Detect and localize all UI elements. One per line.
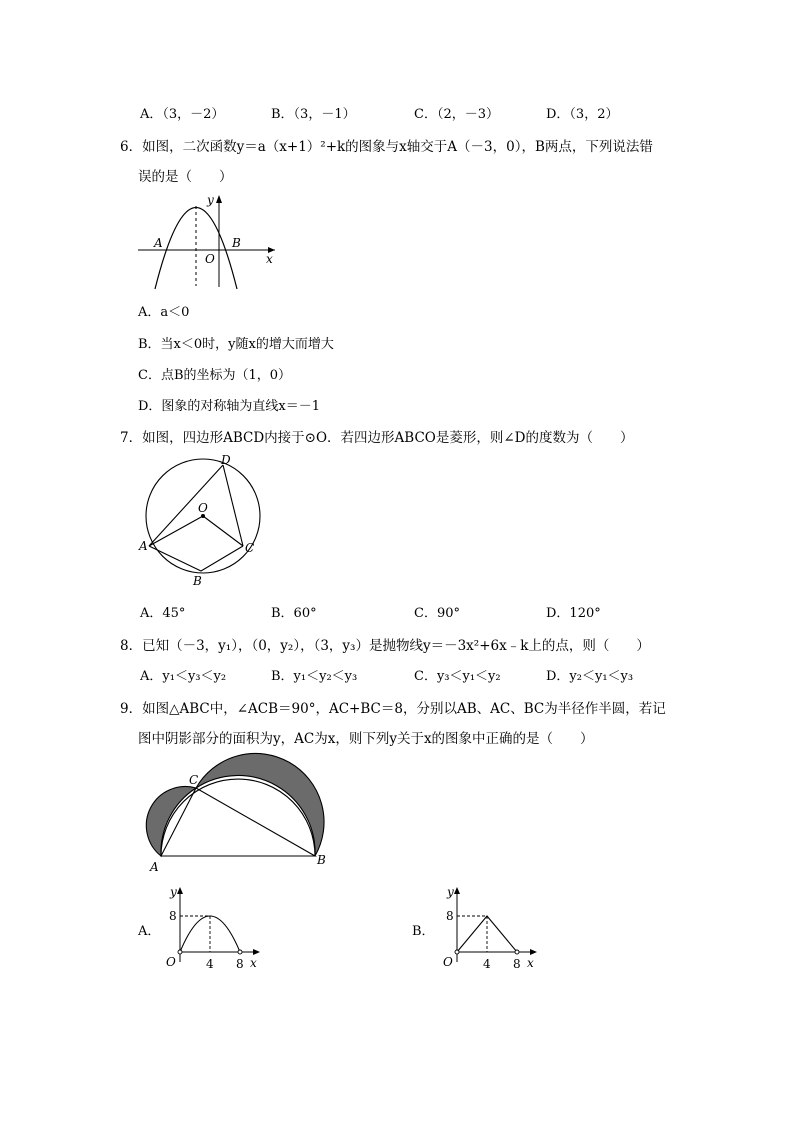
q9-label-b: B	[317, 853, 326, 867]
q7-stem: 7．如图，四边形ABCD内接于⊙O．若四边形ABCO是菱形，则∠D的度数为（ ）	[120, 430, 634, 446]
q9-graph-a-o: O	[166, 955, 176, 969]
q6-label-a: A	[154, 236, 163, 250]
q9-graph-b-o: O	[443, 955, 453, 969]
q9-graph-a-y: y	[170, 885, 177, 899]
q8-option-a: A．y₁＜y₃＜y₂	[140, 669, 227, 684]
q7-circle-figure	[135, 452, 270, 592]
q6-parabola-figure	[135, 192, 280, 292]
q9-graph-b-ytick: 8	[446, 909, 454, 923]
q9-graph-a	[160, 882, 265, 972]
q9-graph-b-xtick-8: 8	[513, 957, 521, 971]
q9-graph-a-ytick: 8	[169, 909, 177, 923]
q6-stem-line1: 6．如图，二次函数y＝a（x+1）²+k的图象与x轴交于A（－3，0），B两点，下列说法错	[120, 139, 653, 155]
q8-stem: 8．已知（－3，y₁），（0，y₂），（3，y₃）是抛物线y＝－3x²+6x﹣k上的点，则（ ）	[120, 638, 650, 654]
q9-label-c: C	[189, 773, 199, 787]
q8-option-d: D．y₂＜y₁＜y₃	[546, 669, 634, 684]
q6-option-d: D．图象的对称轴为直线x＝－1	[138, 399, 321, 414]
q6-stem-line2: 误的是（ ）	[138, 169, 233, 185]
q8-option-b: B．y₁＜y₂＜y₃	[271, 669, 358, 684]
q6-label-o: O	[205, 252, 215, 266]
q9-graph-a-xtick-8: 8	[236, 957, 244, 971]
q6-label-b: B	[232, 236, 241, 250]
q6-option-a: A．a＜0	[138, 305, 190, 320]
q9-stem-line1: 9．如图△ABC中，∠ACB＝90°，AC+BC＝8，分别以AB、AC、BC为半径作半圆，若记	[120, 701, 666, 717]
q9-graph-a-xtick-4: 4	[206, 957, 214, 971]
q7-label-b: B	[193, 574, 202, 588]
q7-option-c: C．90°	[414, 606, 460, 621]
q8-option-c: C．y₃＜y₁＜y₂	[414, 669, 501, 684]
q6-option-b: B．当x＜0时，y随x的增大而增大	[138, 337, 334, 352]
q7-label-a: A	[139, 539, 148, 553]
q9-graph-b-y: y	[447, 885, 454, 899]
q7-label-d: D	[221, 453, 231, 467]
q6-label-y: y	[207, 193, 214, 207]
q9-semicircle-figure	[135, 750, 335, 875]
q9-graph-b-x: x	[527, 956, 534, 970]
q9-graph-b-xtick-4: 4	[483, 957, 491, 971]
q7-option-b: B．60°	[271, 606, 317, 621]
q7-option-a: A．45°	[140, 606, 186, 621]
q7-label-o: O	[198, 501, 208, 515]
q9-graph-a-label: A．	[138, 924, 161, 939]
q5-option-b: B．（3，－1）	[271, 107, 356, 122]
q9-stem-line2: 图中阴影部分的面积为y，AC为x，则下列y关于x的图象中正确的是（ ）	[138, 731, 594, 747]
q6-option-c: C．点B的坐标为（1，0）	[138, 368, 292, 383]
q5-option-d: D．（3，2）	[546, 107, 619, 122]
q9-label-a: A	[150, 860, 159, 874]
q9-graph-b	[437, 882, 542, 972]
q6-label-x: x	[266, 252, 273, 266]
q7-label-c: C	[245, 541, 255, 555]
q9-graph-b-label: B．	[412, 924, 435, 939]
q7-option-d: D．120°	[546, 606, 601, 621]
q5-option-a: A．（3，－2）	[140, 107, 225, 122]
q9-graph-a-x: x	[250, 956, 257, 970]
q5-option-c: C．（2，－3）	[414, 107, 499, 122]
